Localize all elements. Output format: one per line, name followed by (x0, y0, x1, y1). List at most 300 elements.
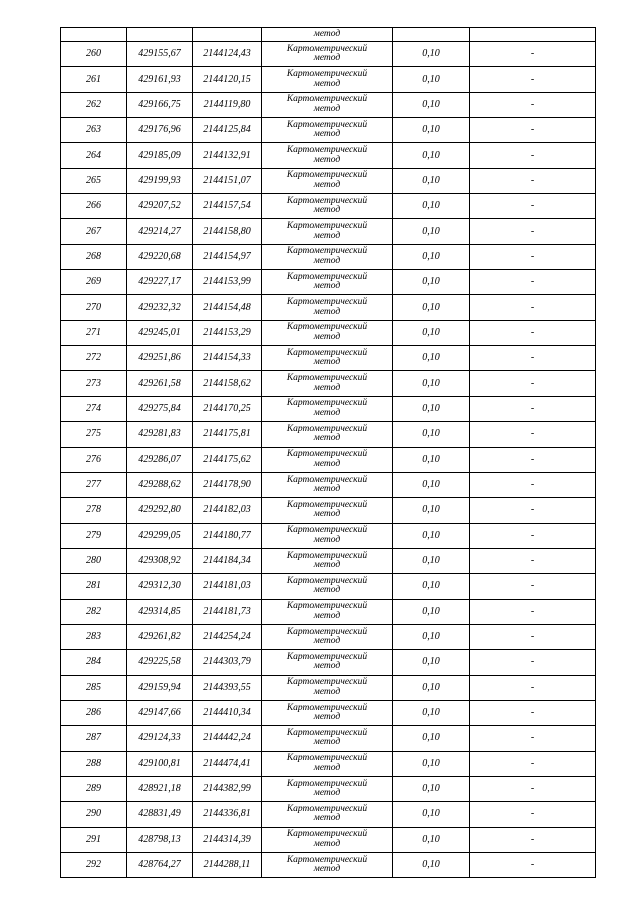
table-row (61, 853, 596, 878)
cell-description: - (470, 776, 596, 801)
cell-x: 429275,84 (127, 396, 193, 421)
cell-precision: 0,10 (393, 776, 470, 801)
cell-precision: 0,10 (393, 194, 470, 219)
cell-precision: 0,10 (393, 422, 470, 447)
table-row (61, 700, 596, 725)
method-line-1: Картометрический (286, 347, 368, 358)
method-line-2: метод (313, 686, 341, 697)
cell-description: - (470, 320, 596, 345)
cell-point-number: 286 (61, 700, 127, 725)
cell-precision: 0,10 (393, 143, 470, 168)
method-line-2: метод (313, 357, 341, 368)
table-row (61, 776, 596, 801)
cell-method (262, 726, 393, 751)
cell-method (262, 498, 393, 523)
cell-description: - (470, 194, 596, 219)
method-line-2: метод (313, 458, 341, 469)
cell-description: - (470, 219, 596, 244)
cell-x: 429286,07 (127, 447, 193, 472)
cell-x: 428764,27 (127, 853, 193, 878)
cell-y: 2144393,55 (193, 675, 262, 700)
table-row (61, 194, 596, 219)
cell-x: 429299,05 (127, 523, 193, 548)
cell-method (262, 320, 393, 345)
cell-point-number: 285 (61, 675, 127, 700)
method-line-2: метод (313, 281, 341, 292)
cell-y: 2144175,62 (193, 447, 262, 472)
cell-x: 429314,85 (127, 599, 193, 624)
cell-point-number: 270 (61, 295, 127, 320)
method-line-2: метод (313, 382, 341, 393)
cell-point-number: 271 (61, 320, 127, 345)
method-line-2: метод (313, 129, 341, 140)
method-line-2: метод (313, 154, 341, 165)
table-row (61, 396, 596, 421)
cell-y: 2144336,81 (193, 802, 262, 827)
method-line-2: метод (313, 509, 341, 520)
cell-point-number: 263 (61, 118, 127, 143)
table-row (61, 42, 596, 67)
cell-point-number: 278 (61, 498, 127, 523)
cell-precision: 0,10 (393, 726, 470, 751)
table-row (61, 320, 596, 345)
method-line-2: метод (313, 864, 341, 875)
cell-y (193, 28, 262, 42)
cell-method (262, 118, 393, 143)
cell-point-number: 279 (61, 523, 127, 548)
cell-x: 429251,86 (127, 346, 193, 371)
method-line-2: метод (313, 788, 341, 799)
cell-method (262, 92, 393, 117)
cell-point-number: 288 (61, 751, 127, 776)
method-line-2: метод (313, 762, 341, 773)
cell-point-number: 268 (61, 244, 127, 269)
cell-y: 2144442,24 (193, 726, 262, 751)
method-line-2: метод (313, 407, 341, 418)
table-row (61, 650, 596, 675)
method-line-1: Картометрический (286, 145, 368, 156)
cell-method (262, 346, 393, 371)
method-line-1: Картометрический (286, 69, 368, 80)
cell-y: 2144153,99 (193, 270, 262, 295)
cell-precision: 0,10 (393, 472, 470, 497)
cell-point-number: 274 (61, 396, 127, 421)
cell-x: 429281,83 (127, 422, 193, 447)
cell-precision: 0,10 (393, 827, 470, 852)
method-line-2: метод (313, 560, 341, 571)
cell-x: 429312,30 (127, 574, 193, 599)
method-line-2: метод (313, 712, 341, 723)
cell-x: 429220,68 (127, 244, 193, 269)
cell-description: - (470, 498, 596, 523)
method-line-2: метод (313, 331, 341, 342)
cell-precision: 0,10 (393, 118, 470, 143)
cell-y: 2144125,84 (193, 118, 262, 143)
cell-method (262, 472, 393, 497)
cell-y: 2144151,07 (193, 168, 262, 193)
cell-precision: 0,10 (393, 67, 470, 92)
table-row (61, 168, 596, 193)
cell-y: 2144181,73 (193, 599, 262, 624)
method-line-2: метод (313, 255, 341, 266)
cell-x: 429185,09 (127, 143, 193, 168)
cell-precision: 0,10 (393, 624, 470, 649)
table-row (61, 295, 596, 320)
cell-precision: 0,10 (393, 548, 470, 573)
cell-method (262, 523, 393, 548)
cell-description: - (470, 650, 596, 675)
cell-x: 429100,81 (127, 751, 193, 776)
method-line-1: Картометрический (286, 525, 368, 536)
cell-y: 2144182,03 (193, 498, 262, 523)
cell-description: - (470, 548, 596, 573)
cell-description: - (470, 118, 596, 143)
cell-x: 429214,27 (127, 219, 193, 244)
cell-method (262, 270, 393, 295)
cell-method (262, 599, 393, 624)
cell-method (262, 168, 393, 193)
method-line-2: метод (313, 433, 341, 444)
cell-method-continued: метод (262, 28, 393, 42)
cell-point-number: 273 (61, 371, 127, 396)
table-row (61, 219, 596, 244)
cell-point-number: 287 (61, 726, 127, 751)
cell-x: 429261,82 (127, 624, 193, 649)
cell-y: 2144132,91 (193, 143, 262, 168)
cell-precision: 0,10 (393, 675, 470, 700)
method-line-1: Картометрический (286, 499, 368, 510)
table-row (61, 143, 596, 168)
cell-precision: 0,10 (393, 650, 470, 675)
cell-y: 2144181,03 (193, 574, 262, 599)
cell-description: - (470, 574, 596, 599)
cell-y: 2144254,24 (193, 624, 262, 649)
cell-y: 2144303,79 (193, 650, 262, 675)
method-line-2: метод (313, 53, 341, 64)
cell-method (262, 143, 393, 168)
method-line-2: метод (313, 585, 341, 596)
coordinates-table-body (61, 28, 596, 878)
cell-x: 429176,96 (127, 118, 193, 143)
cell-description: - (470, 422, 596, 447)
cell-precision: 0,10 (393, 295, 470, 320)
cell-description: - (470, 168, 596, 193)
cell-x: 429288,62 (127, 472, 193, 497)
cell-x: 429199,93 (127, 168, 193, 193)
cell-y: 2144184,34 (193, 548, 262, 573)
table-row (61, 751, 596, 776)
method-line-1: Картометрический (286, 601, 368, 612)
cell-point-number: 277 (61, 472, 127, 497)
cell-precision: 0,10 (393, 371, 470, 396)
cell-x: 429225,58 (127, 650, 193, 675)
cell-description: - (470, 143, 596, 168)
cell-precision: 0,10 (393, 42, 470, 67)
cell-description: - (470, 42, 596, 67)
cell-description: - (470, 396, 596, 421)
cell-precision (393, 28, 470, 42)
cell-y: 2144170,25 (193, 396, 262, 421)
method-line-1: Картометрический (286, 119, 368, 130)
cell-description: - (470, 802, 596, 827)
cell-x: 429155,67 (127, 42, 193, 67)
method-line-1: Картометрический (286, 373, 368, 384)
cell-point-number: 281 (61, 574, 127, 599)
method-line-1: Картометрический (286, 398, 368, 409)
cell-x: 428831,49 (127, 802, 193, 827)
cell-precision: 0,10 (393, 270, 470, 295)
cell-point-number: 291 (61, 827, 127, 852)
cell-method (262, 194, 393, 219)
cell-x: 429292,80 (127, 498, 193, 523)
method-line-2: метод (313, 484, 341, 495)
method-line-2: метод (313, 78, 341, 89)
cell-y: 2144158,80 (193, 219, 262, 244)
method-line-1: Картометрический (286, 778, 368, 789)
table-row (61, 523, 596, 548)
table-row (61, 599, 596, 624)
method-line-1: Картометрический (286, 702, 368, 713)
cell-description: - (470, 853, 596, 878)
table-row (61, 574, 596, 599)
cell-y: 2144154,33 (193, 346, 262, 371)
cell-point-number: 265 (61, 168, 127, 193)
method-line-2: метод (313, 205, 341, 216)
cell-precision: 0,10 (393, 92, 470, 117)
cell-description: - (470, 244, 596, 269)
table-row (61, 244, 596, 269)
method-line-2: метод (313, 610, 341, 621)
table-row (61, 118, 596, 143)
cell-precision: 0,10 (393, 523, 470, 548)
cell-y: 2144124,43 (193, 42, 262, 67)
cell-description: - (470, 700, 596, 725)
cell-description: - (470, 472, 596, 497)
table-row (61, 624, 596, 649)
method-line-2: метод (313, 661, 341, 672)
method-line-1: Картометрический (286, 727, 368, 738)
method-line-1: Картометрический (286, 651, 368, 662)
cell-x: 429207,52 (127, 194, 193, 219)
table-row (61, 67, 596, 92)
cell-method (262, 295, 393, 320)
cell-y: 2144157,54 (193, 194, 262, 219)
method-line-2: метод (313, 838, 341, 849)
method-line-1: Картометрический (286, 854, 368, 865)
cell-x: 429159,94 (127, 675, 193, 700)
table-row (61, 726, 596, 751)
cell-method (262, 650, 393, 675)
cell-x: 429147,66 (127, 700, 193, 725)
cell-point-number: 269 (61, 270, 127, 295)
cell-point-number: 267 (61, 219, 127, 244)
table-row (61, 802, 596, 827)
cell-point-number: 280 (61, 548, 127, 573)
cell-x: 429245,01 (127, 320, 193, 345)
cell-description: - (470, 675, 596, 700)
cell-method (262, 422, 393, 447)
cell-precision: 0,10 (393, 447, 470, 472)
cell-x: 429308,92 (127, 548, 193, 573)
cell-point-number: 276 (61, 447, 127, 472)
method-line-1: Картометрический (286, 297, 368, 308)
method-line-1: Картометрический (286, 677, 368, 688)
cell-x: 429161,93 (127, 67, 193, 92)
cell-precision: 0,10 (393, 599, 470, 624)
cell-method (262, 853, 393, 878)
cell-precision: 0,10 (393, 498, 470, 523)
method-line-2: метод (313, 813, 341, 824)
cell-point-number: 275 (61, 422, 127, 447)
cell-x: 428798,13 (127, 827, 193, 852)
table-row (61, 827, 596, 852)
cell-description: - (470, 827, 596, 852)
cell-y: 2144119,80 (193, 92, 262, 117)
cell-method (262, 67, 393, 92)
cell-point-number: 283 (61, 624, 127, 649)
cell-y: 2144154,97 (193, 244, 262, 269)
cell-precision: 0,10 (393, 219, 470, 244)
method-line-1: Картометрический (286, 322, 368, 333)
method-line-1: Картометрический (286, 246, 368, 257)
cell-method (262, 574, 393, 599)
method-line-2: метод (313, 230, 341, 241)
method-line-1: Картометрический (286, 803, 368, 814)
cell-description: - (470, 523, 596, 548)
cell-precision: 0,10 (393, 853, 470, 878)
method-line-1: Картометрический (286, 550, 368, 561)
cell-point-number: 292 (61, 853, 127, 878)
cell-method (262, 371, 393, 396)
cell-method (262, 396, 393, 421)
method-line-1: Картометрический (286, 43, 368, 54)
cell-precision: 0,10 (393, 320, 470, 345)
cell-x: 429232,32 (127, 295, 193, 320)
cell-y: 2144178,90 (193, 472, 262, 497)
method-line-1: Картометрический (286, 753, 368, 764)
method-line-1: Картометрический (286, 829, 368, 840)
cell-point-number: 264 (61, 143, 127, 168)
table-row (61, 92, 596, 117)
cell-y: 2144474,41 (193, 751, 262, 776)
cell-y: 2144120,15 (193, 67, 262, 92)
cell-method (262, 42, 393, 67)
cell-point-number: 261 (61, 67, 127, 92)
method-line-1: Картометрический (286, 170, 368, 181)
cell-method (262, 776, 393, 801)
method-line-1: Картометрический (286, 575, 368, 586)
cell-precision: 0,10 (393, 574, 470, 599)
cell-precision: 0,10 (393, 802, 470, 827)
cell-description: - (470, 295, 596, 320)
method-line-2: метод (313, 179, 341, 190)
cell-y: 2144153,29 (193, 320, 262, 345)
continued-row (61, 28, 596, 42)
cell-description (470, 28, 596, 42)
method-line-1: Картометрический (286, 474, 368, 485)
table-row (61, 371, 596, 396)
cell-method (262, 827, 393, 852)
cell-point-number: 272 (61, 346, 127, 371)
cell-description: - (470, 726, 596, 751)
cell-x (127, 28, 193, 42)
cell-description: - (470, 346, 596, 371)
cell-method (262, 624, 393, 649)
cell-method (262, 802, 393, 827)
method-line-2: метод (313, 306, 341, 317)
method-line-2: метод (313, 737, 341, 748)
cell-point-number: 262 (61, 92, 127, 117)
cell-point-number (61, 28, 127, 42)
cell-description: - (470, 447, 596, 472)
method-line-1: Картометрический (286, 423, 368, 434)
cell-point-number: 266 (61, 194, 127, 219)
cell-description: - (470, 599, 596, 624)
cell-point-number: 290 (61, 802, 127, 827)
table-row (61, 472, 596, 497)
method-line-1: Картометрический (286, 221, 368, 232)
cell-method (262, 548, 393, 573)
cell-x: 429227,17 (127, 270, 193, 295)
cell-precision: 0,10 (393, 346, 470, 371)
cell-method (262, 447, 393, 472)
cell-point-number: 284 (61, 650, 127, 675)
table-row (61, 447, 596, 472)
cell-method (262, 700, 393, 725)
cell-y: 2144410,34 (193, 700, 262, 725)
table-row (61, 422, 596, 447)
cell-y: 2144158,62 (193, 371, 262, 396)
cell-point-number: 289 (61, 776, 127, 801)
cell-x: 428921,18 (127, 776, 193, 801)
method-line-1: Картометрический (286, 195, 368, 206)
table-row (61, 498, 596, 523)
table-row (61, 270, 596, 295)
method-line-2: метод (313, 534, 341, 545)
method-line-2: метод (313, 636, 341, 647)
cell-precision: 0,10 (393, 751, 470, 776)
cell-y: 2144154,48 (193, 295, 262, 320)
table-row (61, 548, 596, 573)
cell-precision: 0,10 (393, 244, 470, 269)
cell-x: 429261,58 (127, 371, 193, 396)
cell-y: 2144314,39 (193, 827, 262, 852)
method-line-1: Картометрический (286, 449, 368, 460)
table-row (61, 675, 596, 700)
cell-y: 2144180,77 (193, 523, 262, 548)
cell-y: 2144175,81 (193, 422, 262, 447)
cell-y: 2144288,11 (193, 853, 262, 878)
cell-x: 429166,75 (127, 92, 193, 117)
cell-description: - (470, 67, 596, 92)
cell-x: 429124,33 (127, 726, 193, 751)
method-line-2: метод (313, 103, 341, 114)
cell-description: - (470, 92, 596, 117)
table-row (61, 346, 596, 371)
cell-description: - (470, 751, 596, 776)
cell-method (262, 675, 393, 700)
cell-method (262, 751, 393, 776)
method-line-1: Картометрический (286, 626, 368, 637)
method-line-1: Картометрический (286, 271, 368, 282)
cell-method (262, 219, 393, 244)
cell-precision: 0,10 (393, 168, 470, 193)
cell-y: 2144382,99 (193, 776, 262, 801)
method-line-1: Картометрический (286, 94, 368, 105)
cell-description: - (470, 270, 596, 295)
cell-description: - (470, 371, 596, 396)
cell-precision: 0,10 (393, 396, 470, 421)
